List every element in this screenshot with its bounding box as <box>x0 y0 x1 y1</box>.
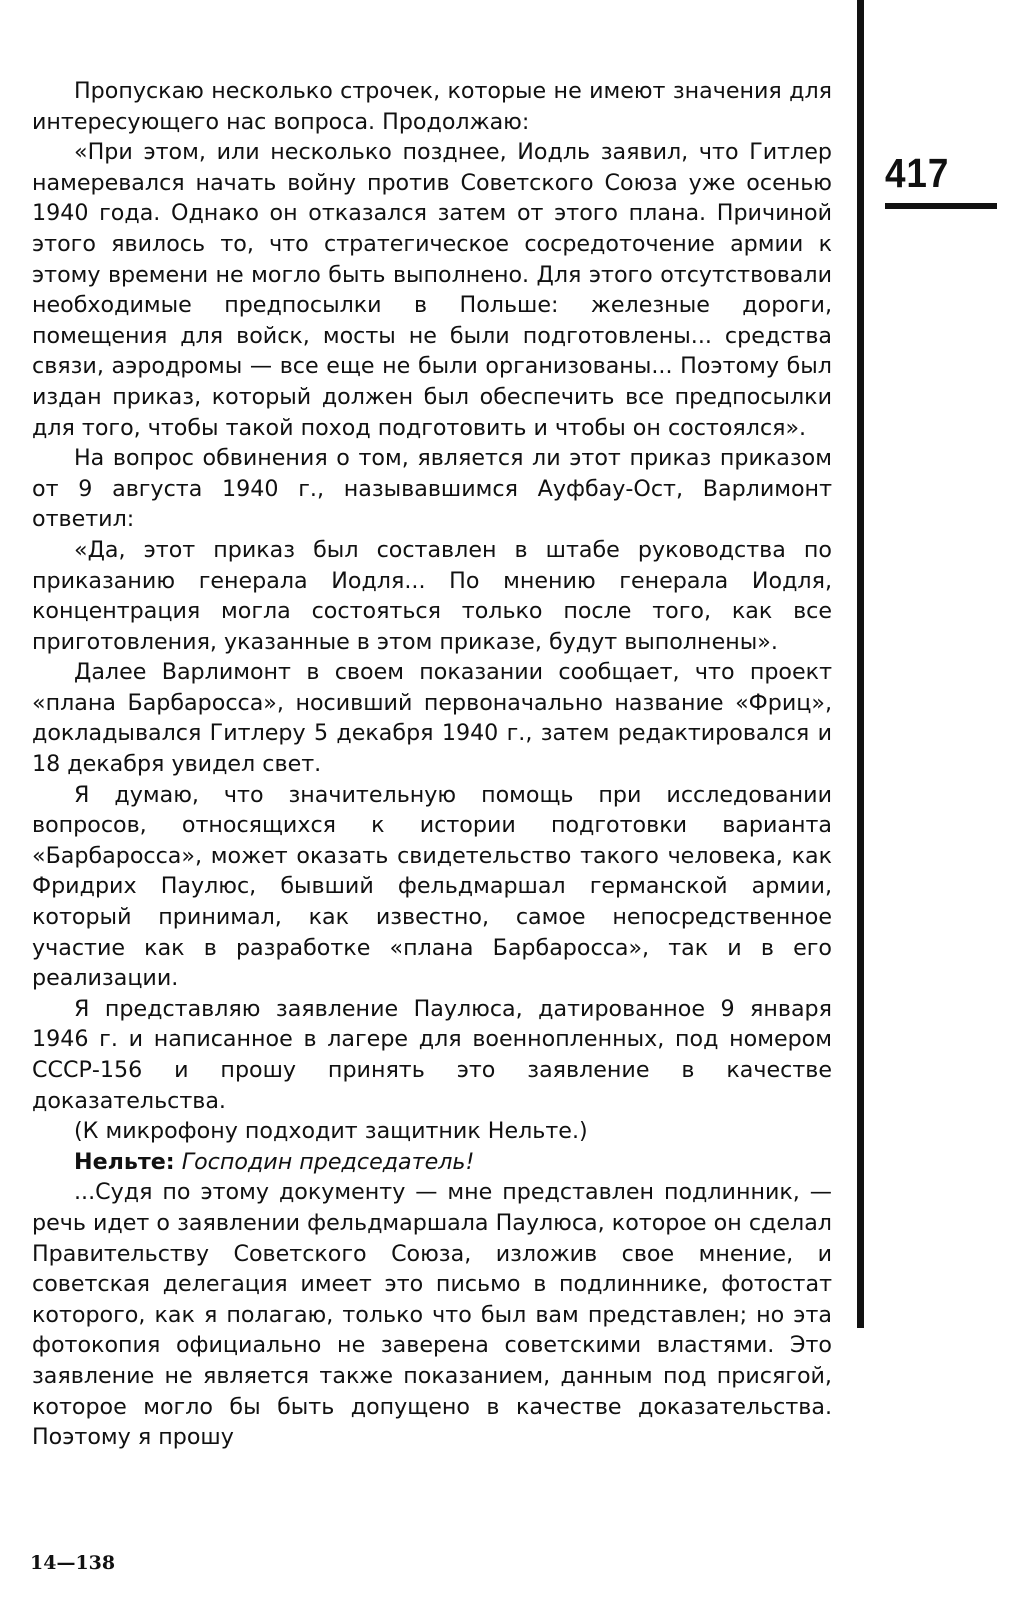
signature-mark: 14—138 <box>30 1552 116 1574</box>
paragraph: Далее Варлимонт в своем показании сообщает, что проект «плана Барбаросса», носивший первоначально название «Фриц», докладывался Гитлеру 5 декабря 1940 г., затем редактировался и 18 декабря увидел свет. <box>32 659 832 778</box>
paragraph: Пропускаю несколько строчек, которые не имеют значения для интересующего нас вопроса. Продолжаю: <box>32 78 832 135</box>
paragraph: ...Судя по этому документу — мне представлен подлинник, — речь идет о заявлении фельдмаршала Паулюса, которое он сделал Правительству Советского Союза, изложив свое мнение, и советская делегация имеет это письмо в подлиннике, фотостат которого, как я полагаю, только что был вам представлен; но эта фотокопия официально не заверена советскими властями. Это заявление не является также показанием, данным под присягой, которое могло бы быть допущено в качестве доказательства. Поэтому я прошу <box>32 1179 832 1451</box>
speaker-name: Нельте: <box>74 1148 175 1175</box>
stage-direction: (К микрофону подходит защитник Нельте.) <box>74 1118 588 1145</box>
paragraph: Я думаю, что значительную помощь при исследовании вопросов, относящихся к истории подготовки варианта «Барбаросса», может оказать свидетельство такого человека, как Фридрих Паулюс, бывший фельдмаршал германской армии, который принимал, как известно, самое непосредственное участие как в разработке «плана Барбаросса», так и в его реализации. <box>32 781 832 992</box>
paragraph: Я представляю заявление Паулюса, датированное 9 января 1946 г. и написанное в лагере для военнопленных, под номером СССР-156 и прошу принять это заявление в качестве доказательства. <box>32 995 832 1114</box>
speaker-address: Господин председатель! <box>181 1148 475 1175</box>
paragraph: «Да, этот приказ был составлен в штабе руководства по приказанию генерала Иодля... По мнению генерала Иодля, концентрация могла состояться только после того, как все приготовления, указанные в этом приказе, будут выполнены». <box>32 536 832 655</box>
speaker-line <box>32 1147 832 1178</box>
body-text <box>32 76 832 1453</box>
paragraph: «При этом, или несколько позднее, Иодль заявил, что Гитлер намеревался начать войну против Советского Союза уже осенью 1940 года. Однако он отказался затем от этого плана. Причиной этого явилось то, что стратегическое сосредоточение армии к этому времени не могло быть выполнено. Для этого отсутствовали необходимые предпосылки в Польше: железные дороги, помещения для войск, мосты не были подготовлены... средства связи, аэродромы — все еще не были организованы... Поэтому был издан приказ, который должен был обеспечить все предпосылки для того, чтобы такой поход подготовить и чтобы он состоялся». <box>32 139 832 441</box>
page-number: 417 <box>885 150 950 196</box>
page-number-underline <box>885 203 997 209</box>
paragraph: На вопрос обвинения о том, является ли этот приказ приказом от 9 августа 1940 г., называвшимся Ауфбау-Ост, Варлимонт ответил: <box>32 445 832 533</box>
margin-vertical-rule <box>857 0 864 1328</box>
